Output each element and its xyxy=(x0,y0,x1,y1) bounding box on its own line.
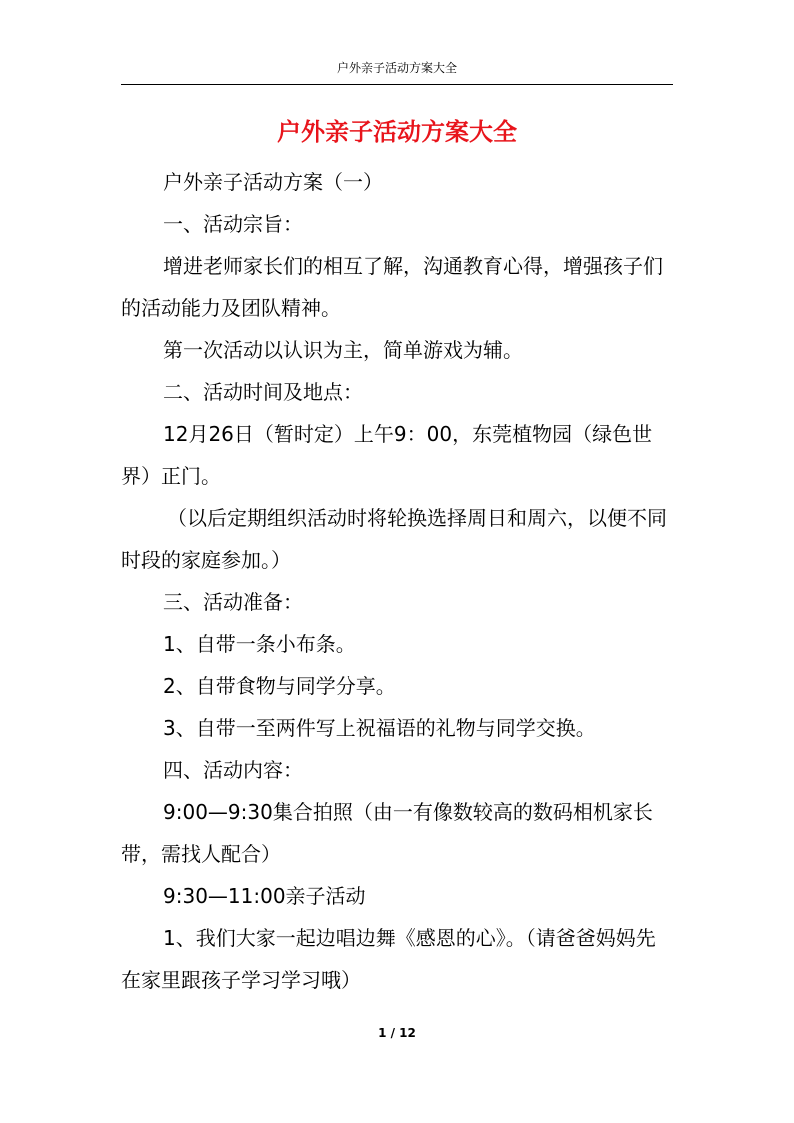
page-number: 1 / 12 xyxy=(378,1026,416,1040)
document-body xyxy=(121,161,673,1001)
list-item: 1、自带一条小布条。 xyxy=(163,632,356,656)
schedule-item: 9:30—11:00亲子活动 xyxy=(163,884,366,908)
running-header: 户外亲子活动方案大全 xyxy=(336,61,457,75)
list-item: 2、自带食物与同学分享。 xyxy=(163,674,396,698)
paragraph: 第一次活动以认识为主，简单游戏为辅。 xyxy=(163,338,523,362)
subsection-heading: 三、活动准备： xyxy=(163,590,303,614)
list-item: 1、我们大家一起边唱边舞《感恩的心》。（请爸爸妈妈先在家里跟孩子学习学习哦） xyxy=(121,926,656,992)
section-heading: 户外亲子活动方案（一） xyxy=(163,170,383,194)
schedule-item: 9:00—9:30集合拍照（由一有像数较高的数码相机家长带，需找人配合） xyxy=(121,800,653,866)
list-item: 3、自带一至两件写上祝福语的礼物与同学交换。 xyxy=(163,716,596,740)
subsection-heading: 四、活动内容： xyxy=(163,758,303,782)
paragraph: （以后定期组织活动时将轮换选择周日和周六，以便不同时段的家庭参加。） xyxy=(121,506,667,572)
paragraph: 增进老师家长们的相互了解，沟通教育心得，增强孩子们的活动能力及团队精神。 xyxy=(121,254,663,320)
header-divider xyxy=(121,84,673,85)
paragraph: 12月26日（暂时定）上午9：00，东莞植物园（绿色世界）正门。 xyxy=(121,422,653,488)
subsection-heading: 一、活动宗旨： xyxy=(163,212,303,236)
subsection-heading: 二、活动时间及地点： xyxy=(163,380,363,404)
document-title: 户外亲子活动方案大全 xyxy=(277,118,517,146)
